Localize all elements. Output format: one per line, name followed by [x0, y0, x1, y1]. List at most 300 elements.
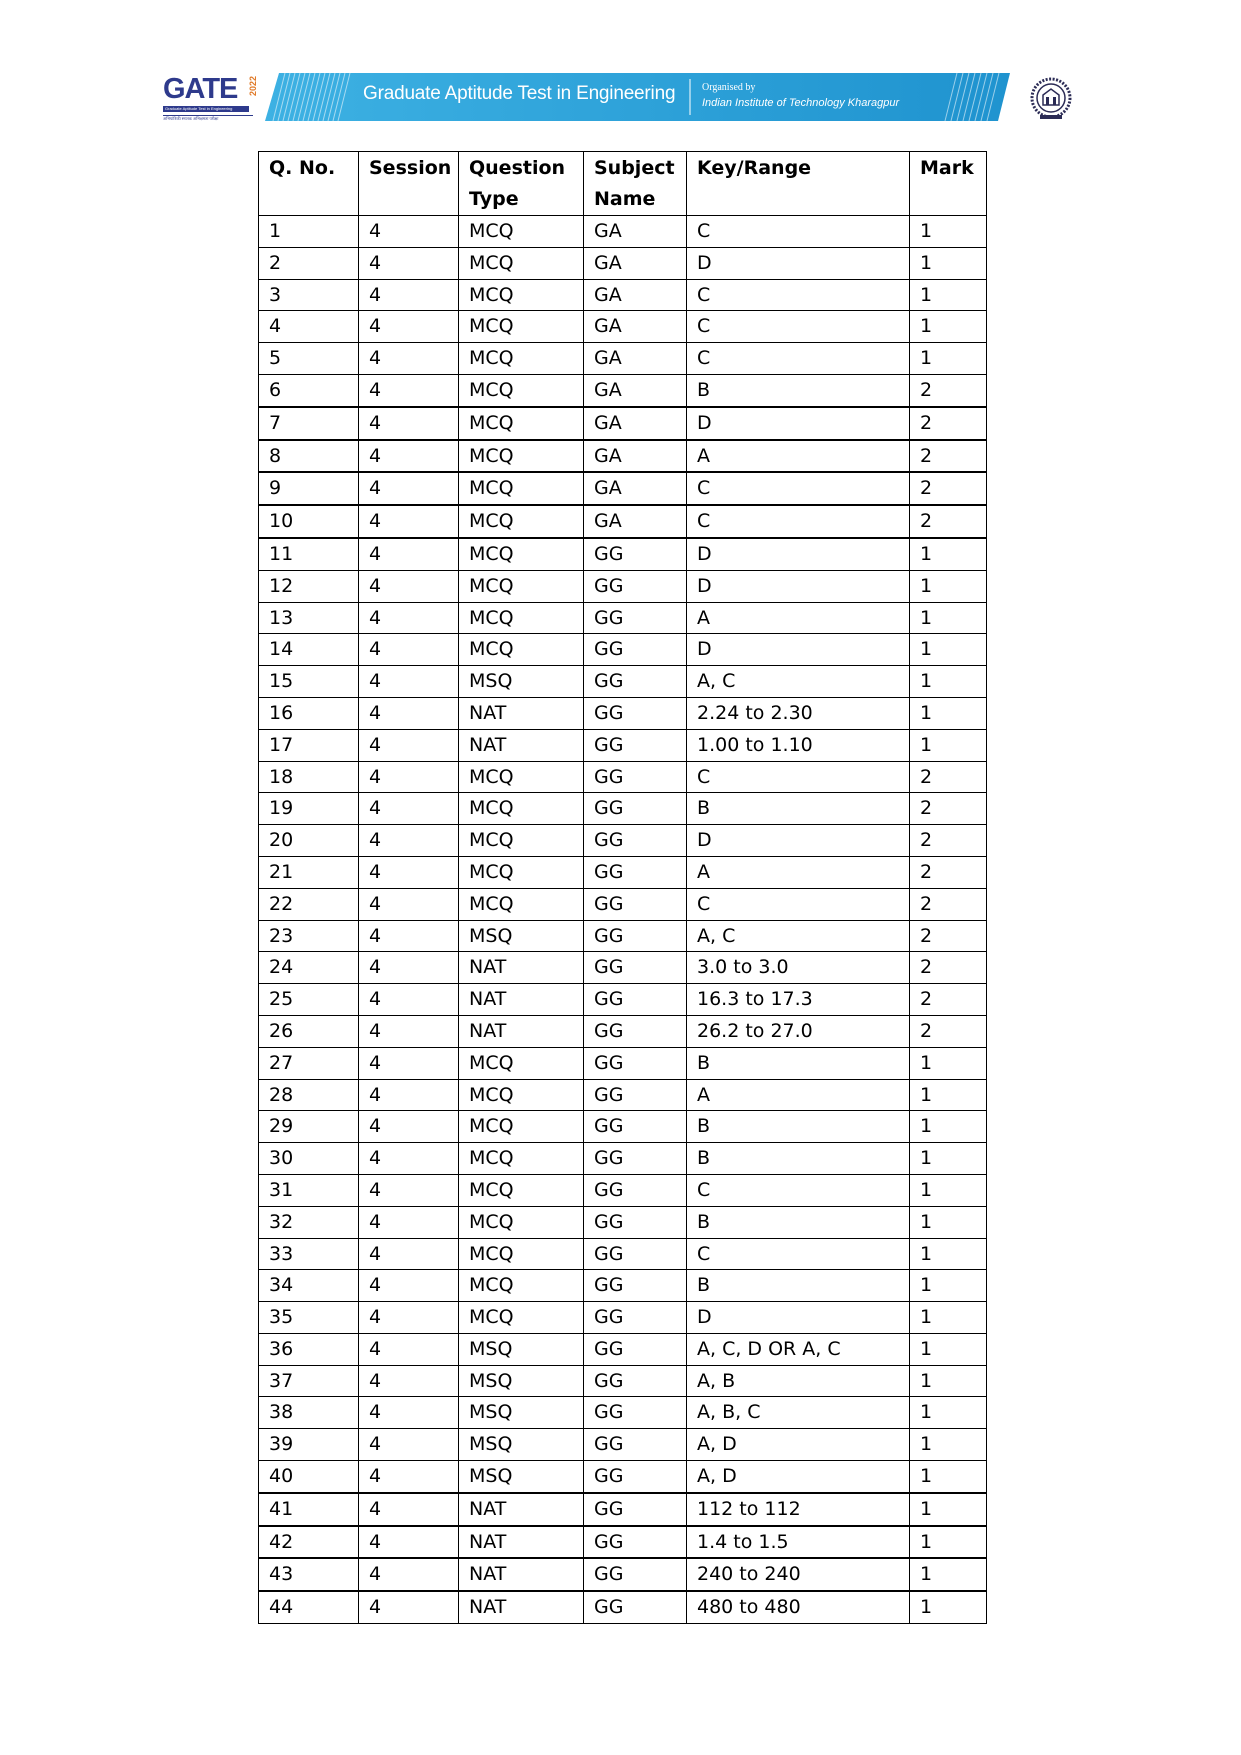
cell-question-type: MCQ	[459, 1238, 584, 1270]
cell-mark: 2	[910, 888, 987, 920]
cell-subject-name: GG	[584, 634, 687, 666]
cell-subject-name: GG	[584, 984, 687, 1016]
cell-key-range: A, C	[687, 666, 910, 698]
table-row	[259, 1302, 987, 1334]
cell-subject-name: GG	[584, 1206, 687, 1238]
iit-kharagpur-emblem-icon	[1030, 77, 1072, 121]
cell-key-range: B	[687, 1143, 910, 1175]
cell-key-range: 2.24 to 2.30	[687, 697, 910, 729]
cell-key-range: B	[687, 1047, 910, 1079]
table-row	[259, 1558, 987, 1591]
table-row	[259, 697, 987, 729]
cell-question-type: MSQ	[459, 666, 584, 698]
cell-q-no: 13	[259, 602, 359, 634]
table-row	[259, 1079, 987, 1111]
cell-q-no: 28	[259, 1079, 359, 1111]
cell-question-type: MCQ	[459, 1302, 584, 1334]
table-row	[259, 920, 987, 952]
answer-key-body	[259, 216, 987, 1624]
cell-subject-name: GG	[584, 1174, 687, 1206]
cell-mark: 1	[910, 1238, 987, 1270]
cell-question-type: MCQ	[459, 343, 584, 375]
cell-question-type: MCQ	[459, 570, 584, 602]
cell-mark: 1	[910, 343, 987, 375]
cell-mark: 1	[910, 602, 987, 634]
table-row	[259, 793, 987, 825]
page-header	[0, 0, 1241, 130]
cell-subject-name: GG	[584, 888, 687, 920]
cell-key-range: A, C, D OR A, C	[687, 1333, 910, 1365]
table-row	[259, 216, 987, 248]
cell-mark: 2	[910, 1015, 987, 1047]
cell-q-no: 32	[259, 1206, 359, 1238]
cell-q-no: 15	[259, 666, 359, 698]
cell-q-no: 24	[259, 952, 359, 984]
cell-subject-name: GA	[584, 407, 687, 440]
cell-question-type: MCQ	[459, 1079, 584, 1111]
header-banner	[265, 73, 1010, 121]
cell-session: 4	[359, 1526, 459, 1559]
cell-question-type: MSQ	[459, 1461, 584, 1493]
cell-subject-name: GG	[584, 856, 687, 888]
cell-key-range: 1.00 to 1.10	[687, 729, 910, 761]
cell-question-type: MCQ	[459, 440, 584, 473]
header-session: Session	[359, 152, 459, 216]
table-row	[259, 952, 987, 984]
table-row	[259, 1143, 987, 1175]
answer-key-table	[258, 151, 987, 1624]
cell-q-no: 21	[259, 856, 359, 888]
gate-logo	[163, 74, 259, 124]
cell-q-no: 12	[259, 570, 359, 602]
cell-key-range: C	[687, 761, 910, 793]
cell-mark: 1	[910, 279, 987, 311]
cell-q-no: 25	[259, 984, 359, 1016]
cell-key-range: C	[687, 279, 910, 311]
cell-mark: 2	[910, 984, 987, 1016]
cell-subject-name: GA	[584, 279, 687, 311]
cell-mark: 1	[910, 247, 987, 279]
cell-question-type: MSQ	[459, 1333, 584, 1365]
cell-q-no: 14	[259, 634, 359, 666]
cell-mark: 1	[910, 1493, 987, 1526]
cell-key-range: D	[687, 825, 910, 857]
cell-question-type: MCQ	[459, 1270, 584, 1302]
cell-key-range: A, D	[687, 1429, 910, 1461]
cell-subject-name: GG	[584, 1397, 687, 1429]
cell-q-no: 37	[259, 1365, 359, 1397]
header-question-type: Question Type	[459, 152, 584, 216]
cell-mark: 1	[910, 216, 987, 248]
cell-subject-name: GG	[584, 602, 687, 634]
cell-q-no: 9	[259, 472, 359, 505]
cell-q-no: 44	[259, 1591, 359, 1623]
cell-subject-name: GA	[584, 440, 687, 473]
cell-session: 4	[359, 1270, 459, 1302]
table-row	[259, 761, 987, 793]
cell-key-range: C	[687, 1238, 910, 1270]
cell-subject-name: GA	[584, 216, 687, 248]
cell-session: 4	[359, 729, 459, 761]
table-row	[259, 343, 987, 375]
cell-mark: 1	[910, 538, 987, 570]
cell-subject-name: GG	[584, 1238, 687, 1270]
table-row	[259, 1015, 987, 1047]
cell-session: 4	[359, 634, 459, 666]
cell-session: 4	[359, 570, 459, 602]
organised-by-label: Organised by	[702, 82, 756, 93]
cell-q-no: 17	[259, 729, 359, 761]
cell-q-no: 23	[259, 920, 359, 952]
cell-question-type: NAT	[459, 697, 584, 729]
cell-question-type: MCQ	[459, 856, 584, 888]
cell-subject-name: GG	[584, 920, 687, 952]
cell-subject-name: GA	[584, 472, 687, 505]
table-row	[259, 602, 987, 634]
cell-question-type: MCQ	[459, 825, 584, 857]
table-row	[259, 407, 987, 440]
cell-q-no: 34	[259, 1270, 359, 1302]
cell-q-no: 40	[259, 1461, 359, 1493]
table-row	[259, 634, 987, 666]
cell-key-range: C	[687, 216, 910, 248]
cell-subject-name: GG	[584, 1365, 687, 1397]
table-row	[259, 1591, 987, 1623]
cell-session: 4	[359, 920, 459, 952]
cell-key-range: C	[687, 311, 910, 343]
cell-session: 4	[359, 216, 459, 248]
cell-q-no: 42	[259, 1526, 359, 1559]
table-row	[259, 666, 987, 698]
cell-key-range: C	[687, 472, 910, 505]
cell-session: 4	[359, 697, 459, 729]
cell-question-type: MCQ	[459, 888, 584, 920]
header-mark: Mark	[910, 152, 987, 216]
cell-question-type: MSQ	[459, 920, 584, 952]
cell-subject-name: GA	[584, 311, 687, 343]
cell-key-range: 26.2 to 27.0	[687, 1015, 910, 1047]
cell-subject-name: GG	[584, 793, 687, 825]
cell-question-type: MCQ	[459, 311, 584, 343]
cell-q-no: 31	[259, 1174, 359, 1206]
cell-key-range: A	[687, 1079, 910, 1111]
cell-mark: 1	[910, 311, 987, 343]
cell-key-range: 480 to 480	[687, 1591, 910, 1623]
cell-question-type: NAT	[459, 729, 584, 761]
cell-session: 4	[359, 666, 459, 698]
cell-q-no: 6	[259, 374, 359, 406]
table-row	[259, 825, 987, 857]
cell-session: 4	[359, 407, 459, 440]
cell-key-range: 3.0 to 3.0	[687, 952, 910, 984]
cell-session: 4	[359, 793, 459, 825]
cell-question-type: MCQ	[459, 216, 584, 248]
cell-key-range: B	[687, 374, 910, 406]
cell-session: 4	[359, 1238, 459, 1270]
cell-key-range: 240 to 240	[687, 1558, 910, 1591]
table-row	[259, 1174, 987, 1206]
cell-subject-name: GA	[584, 247, 687, 279]
cell-q-no: 33	[259, 1238, 359, 1270]
cell-mark: 1	[910, 1079, 987, 1111]
cell-subject-name: GG	[584, 1015, 687, 1047]
cell-key-range: D	[687, 570, 910, 602]
cell-question-type: MCQ	[459, 472, 584, 505]
cell-mark: 2	[910, 374, 987, 406]
cell-session: 4	[359, 952, 459, 984]
cell-question-type: MSQ	[459, 1429, 584, 1461]
header-key-range: Key/Range	[687, 152, 910, 216]
cell-subject-name: GA	[584, 343, 687, 375]
table-row	[259, 1526, 987, 1559]
table-row	[259, 505, 987, 538]
cell-q-no: 41	[259, 1493, 359, 1526]
cell-session: 4	[359, 472, 459, 505]
table-row	[259, 279, 987, 311]
cell-key-range: A, C	[687, 920, 910, 952]
cell-session: 4	[359, 1429, 459, 1461]
cell-mark: 1	[910, 729, 987, 761]
cell-question-type: NAT	[459, 1591, 584, 1623]
table-row	[259, 374, 987, 406]
cell-q-no: 26	[259, 1015, 359, 1047]
table-row	[259, 1493, 987, 1526]
cell-session: 4	[359, 602, 459, 634]
cell-mark: 1	[910, 1111, 987, 1143]
cell-session: 4	[359, 1047, 459, 1079]
cell-question-type: MCQ	[459, 602, 584, 634]
cell-key-range: A	[687, 440, 910, 473]
table-row	[259, 440, 987, 473]
cell-q-no: 19	[259, 793, 359, 825]
cell-session: 4	[359, 888, 459, 920]
cell-session: 4	[359, 1397, 459, 1429]
cell-q-no: 39	[259, 1429, 359, 1461]
cell-session: 4	[359, 1558, 459, 1591]
table-row	[259, 856, 987, 888]
cell-session: 4	[359, 761, 459, 793]
cell-subject-name: GG	[584, 761, 687, 793]
table-header-row	[259, 152, 987, 216]
table-row	[259, 1111, 987, 1143]
cell-q-no: 38	[259, 1397, 359, 1429]
cell-mark: 2	[910, 825, 987, 857]
cell-session: 4	[359, 1174, 459, 1206]
cell-subject-name: GG	[584, 952, 687, 984]
cell-q-no: 11	[259, 538, 359, 570]
cell-subject-name: GA	[584, 374, 687, 406]
cell-mark: 2	[910, 920, 987, 952]
cell-session: 4	[359, 1493, 459, 1526]
cell-session: 4	[359, 1079, 459, 1111]
cell-key-range: B	[687, 1270, 910, 1302]
cell-mark: 1	[910, 1429, 987, 1461]
cell-mark: 1	[910, 1333, 987, 1365]
cell-subject-name: GG	[584, 1270, 687, 1302]
cell-question-type: MCQ	[459, 761, 584, 793]
cell-mark: 1	[910, 1047, 987, 1079]
cell-session: 4	[359, 440, 459, 473]
cell-key-range: A, B	[687, 1365, 910, 1397]
cell-session: 4	[359, 505, 459, 538]
cell-key-range: C	[687, 343, 910, 375]
banner-title: Graduate Aptitude Test in Engineering	[363, 83, 676, 104]
table-row	[259, 1429, 987, 1461]
cell-key-range: D	[687, 634, 910, 666]
cell-mark: 1	[910, 1591, 987, 1623]
cell-question-type: MCQ	[459, 1111, 584, 1143]
cell-mark: 1	[910, 634, 987, 666]
table-row	[259, 570, 987, 602]
cell-q-no: 22	[259, 888, 359, 920]
cell-subject-name: GG	[584, 1493, 687, 1526]
cell-q-no: 18	[259, 761, 359, 793]
cell-session: 4	[359, 984, 459, 1016]
cell-mark: 1	[910, 1397, 987, 1429]
cell-subject-name: GG	[584, 1047, 687, 1079]
cell-subject-name: GG	[584, 697, 687, 729]
cell-session: 4	[359, 311, 459, 343]
cell-key-range: D	[687, 538, 910, 570]
cell-q-no: 16	[259, 697, 359, 729]
cell-key-range: A, B, C	[687, 1397, 910, 1429]
gate-logo-text: GATE	[163, 73, 238, 105]
cell-q-no: 3	[259, 279, 359, 311]
cell-key-range: A	[687, 856, 910, 888]
table-row	[259, 1238, 987, 1270]
table-row	[259, 1206, 987, 1238]
cell-session: 4	[359, 1333, 459, 1365]
cell-subject-name: GG	[584, 1558, 687, 1591]
cell-question-type: MCQ	[459, 279, 584, 311]
cell-mark: 1	[910, 1143, 987, 1175]
cell-mark: 2	[910, 440, 987, 473]
cell-q-no: 20	[259, 825, 359, 857]
cell-q-no: 43	[259, 1558, 359, 1591]
cell-q-no: 1	[259, 216, 359, 248]
cell-mark: 2	[910, 856, 987, 888]
cell-question-type: MCQ	[459, 1174, 584, 1206]
table-row	[259, 311, 987, 343]
cell-session: 4	[359, 1143, 459, 1175]
cell-session: 4	[359, 279, 459, 311]
cell-key-range: A, D	[687, 1461, 910, 1493]
cell-question-type: MCQ	[459, 374, 584, 406]
cell-session: 4	[359, 856, 459, 888]
cell-session: 4	[359, 1302, 459, 1334]
cell-key-range: C	[687, 1174, 910, 1206]
cell-mark: 1	[910, 1526, 987, 1559]
gate-logo-hindi: अभियांत्रिकी स्नातक अभिक्षमता परीक्षा	[163, 115, 253, 122]
cell-subject-name: GG	[584, 1333, 687, 1365]
table-row	[259, 729, 987, 761]
cell-q-no: 36	[259, 1333, 359, 1365]
cell-key-range: D	[687, 1302, 910, 1334]
cell-mark: 1	[910, 1270, 987, 1302]
gate-logo-tagline-bar	[163, 106, 249, 112]
cell-q-no: 2	[259, 247, 359, 279]
cell-mark: 1	[910, 666, 987, 698]
cell-question-type: MCQ	[459, 634, 584, 666]
cell-question-type: MCQ	[459, 505, 584, 538]
cell-mark: 2	[910, 505, 987, 538]
cell-session: 4	[359, 374, 459, 406]
cell-mark: 1	[910, 1461, 987, 1493]
cell-question-type: MSQ	[459, 1397, 584, 1429]
table-row	[259, 472, 987, 505]
cell-session: 4	[359, 1015, 459, 1047]
cell-session: 4	[359, 1365, 459, 1397]
cell-key-range: B	[687, 1206, 910, 1238]
cell-question-type: MCQ	[459, 538, 584, 570]
cell-session: 4	[359, 1206, 459, 1238]
cell-mark: 1	[910, 1302, 987, 1334]
cell-key-range: 16.3 to 17.3	[687, 984, 910, 1016]
cell-subject-name: GG	[584, 1143, 687, 1175]
cell-key-range: 1.4 to 1.5	[687, 1526, 910, 1559]
cell-question-type: MCQ	[459, 793, 584, 825]
cell-subject-name: GG	[584, 825, 687, 857]
cell-subject-name: GG	[584, 1526, 687, 1559]
table-row	[259, 538, 987, 570]
cell-subject-name: GG	[584, 729, 687, 761]
cell-key-range: 112 to 112	[687, 1493, 910, 1526]
cell-mark: 1	[910, 1206, 987, 1238]
gate-logo-tagline: Graduate Aptitude Test in Engineering	[165, 106, 233, 111]
cell-question-type: MSQ	[459, 1365, 584, 1397]
cell-subject-name: GG	[584, 1461, 687, 1493]
cell-mark: 2	[910, 793, 987, 825]
cell-q-no: 30	[259, 1143, 359, 1175]
cell-key-range: B	[687, 1111, 910, 1143]
cell-subject-name: GG	[584, 666, 687, 698]
cell-q-no: 8	[259, 440, 359, 473]
cell-question-type: NAT	[459, 984, 584, 1016]
cell-q-no: 5	[259, 343, 359, 375]
table-row	[259, 1333, 987, 1365]
cell-subject-name: GG	[584, 1429, 687, 1461]
cell-mark: 1	[910, 1558, 987, 1591]
cell-question-type: MCQ	[459, 407, 584, 440]
cell-q-no: 4	[259, 311, 359, 343]
cell-question-type: MCQ	[459, 1047, 584, 1079]
cell-mark: 1	[910, 697, 987, 729]
cell-mark: 2	[910, 952, 987, 984]
cell-key-range: D	[687, 247, 910, 279]
cell-session: 4	[359, 247, 459, 279]
cell-key-range: A	[687, 602, 910, 634]
cell-question-type: NAT	[459, 1526, 584, 1559]
cell-session: 4	[359, 825, 459, 857]
cell-session: 4	[359, 343, 459, 375]
cell-question-type: MCQ	[459, 1143, 584, 1175]
cell-mark: 1	[910, 1174, 987, 1206]
cell-q-no: 7	[259, 407, 359, 440]
table-row	[259, 247, 987, 279]
cell-question-type: NAT	[459, 1558, 584, 1591]
cell-key-range: C	[687, 505, 910, 538]
header-q-no: Q. No.	[259, 152, 359, 216]
cell-q-no: 27	[259, 1047, 359, 1079]
cell-session: 4	[359, 1111, 459, 1143]
cell-key-range: C	[687, 888, 910, 920]
cell-mark: 2	[910, 407, 987, 440]
table-row	[259, 888, 987, 920]
cell-mark: 1	[910, 570, 987, 602]
table-row	[259, 1047, 987, 1079]
cell-key-range: B	[687, 793, 910, 825]
cell-q-no: 10	[259, 505, 359, 538]
